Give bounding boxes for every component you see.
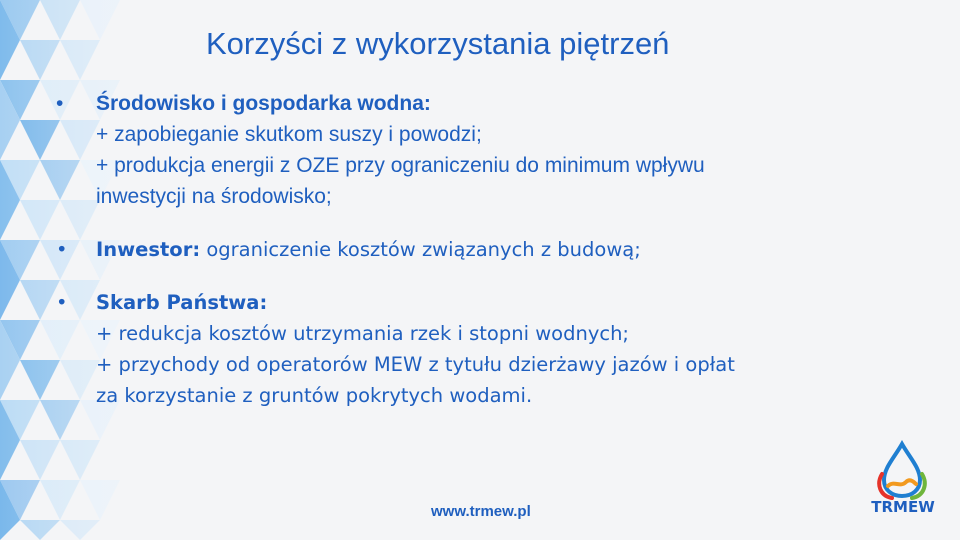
bullet-line: + przychody od operatorów MEW z tytułu dzierżawy jazów i opłat [96, 353, 735, 376]
bullet-treasury [56, 287, 936, 411]
slide-content [56, 88, 936, 411]
logo-text: TRMEW [871, 498, 935, 516]
bullet-line: inwestycji na środowisko; [96, 185, 332, 208]
bullet-investor [56, 234, 936, 265]
slide-title: Korzyści z wykorzystania piętrzeń [206, 26, 670, 61]
bullet-heading: Inwestor: [96, 238, 201, 261]
bullet-heading: • Skarb Państwa: [96, 291, 268, 314]
bullet-inline-text: ograniczenie kosztów związanych z budową; [200, 238, 641, 261]
bullet-line: + produkcja energii z OZE przy ograniczeniu do minimum wpływu [96, 154, 705, 177]
bullet-line: + zapobieganie skutkom suszy i powodzi; [96, 123, 482, 146]
bullet-environment [56, 88, 936, 212]
footer-url[interactable]: www.trmew.pl [431, 503, 531, 520]
bullet-line: + redukcja kosztów utrzymania rzek i stopni wodnych; [96, 322, 630, 345]
bullet-line: za korzystanie z gruntów pokrytych wodami. [96, 384, 533, 407]
bullet-heading: • Środowisko i gospodarka wodna: [96, 92, 431, 115]
